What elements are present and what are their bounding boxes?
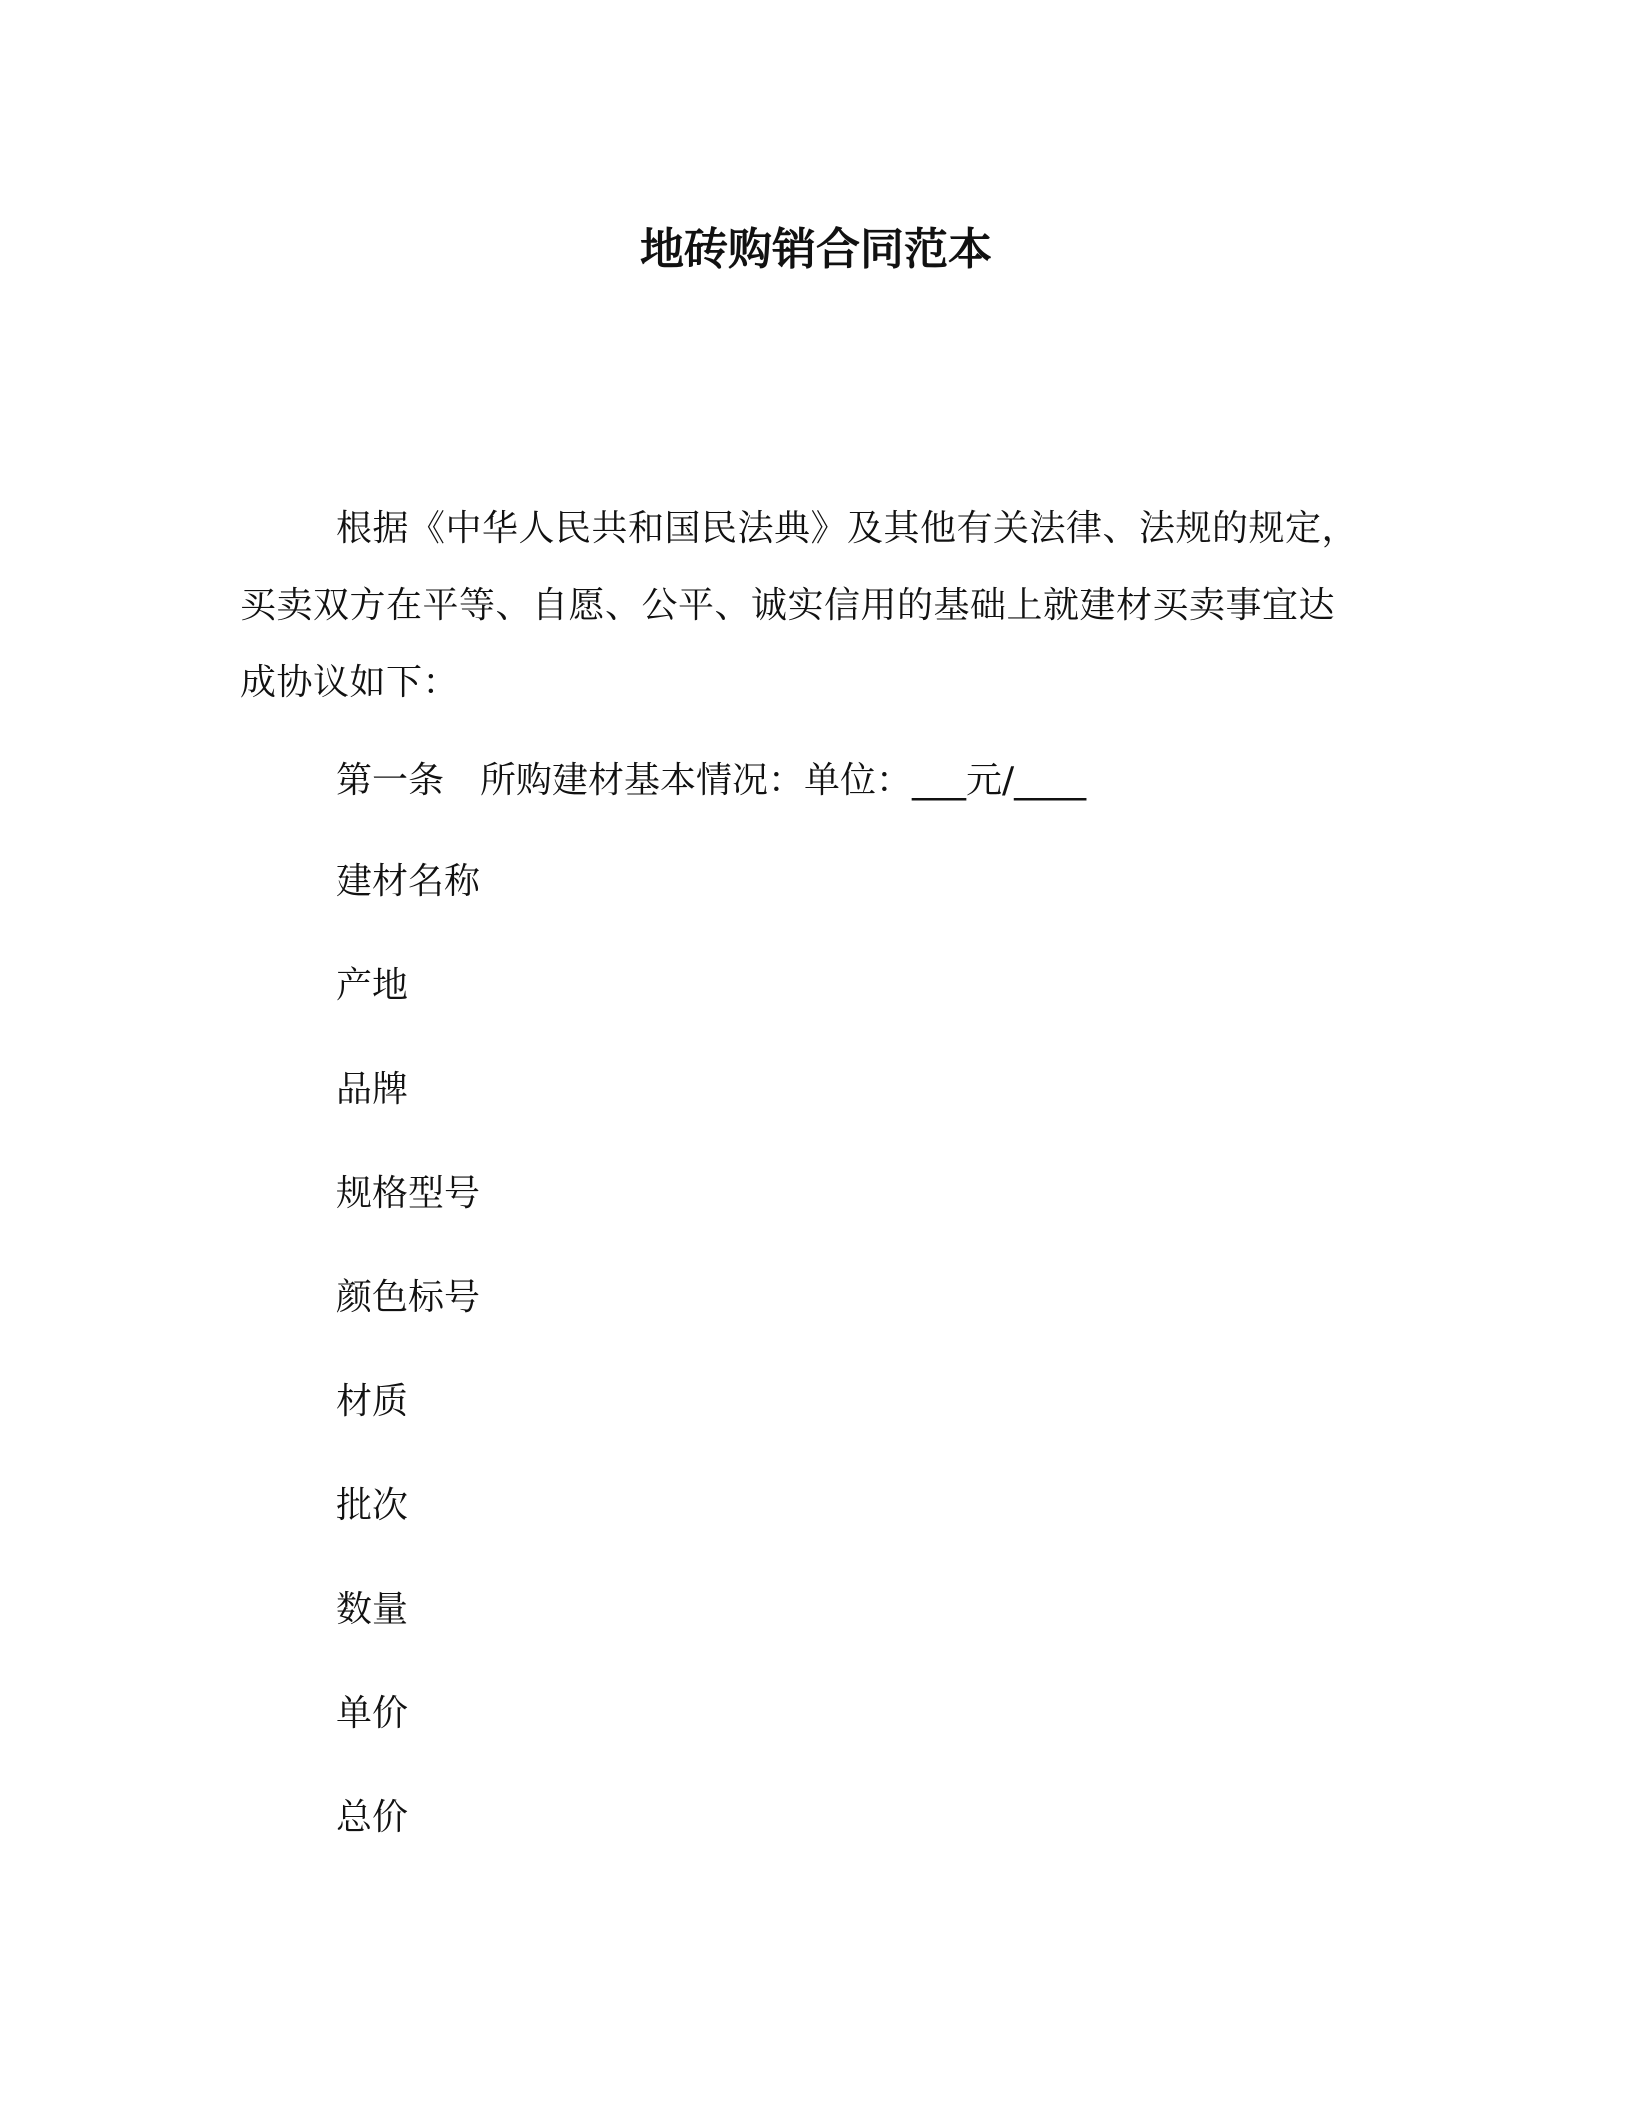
field-label: 产地: [336, 965, 409, 1006]
article-1: [336, 752, 1336, 810]
intro-paragraph: 根据《中华人民共和国民法典》及其他有关法律、法规的规定，买卖双方在平等、自愿、公平、诚实信用的基础上就建材买卖事宜达成协议如下：: [240, 508, 1359, 703]
field-label: 材质: [336, 1381, 409, 1422]
field-label: 建材名称: [336, 861, 481, 902]
field-label: 总价: [336, 1797, 409, 1838]
field-label: 颜色标号: [336, 1277, 481, 1318]
field-label: 数量: [336, 1589, 409, 1630]
field-label: 单价: [336, 1693, 409, 1734]
field-label: 品牌: [336, 1069, 409, 1110]
field-list: [336, 853, 480, 1893]
field-label: 批次: [336, 1485, 409, 1526]
field-label: 规格型号: [336, 1173, 481, 1214]
article-1-text: 所购建材基本情况：单位：___元/____: [480, 760, 1087, 801]
document-title: 地砖购销合同范本: [640, 224, 992, 275]
article-1-label: 第一条: [336, 760, 445, 801]
